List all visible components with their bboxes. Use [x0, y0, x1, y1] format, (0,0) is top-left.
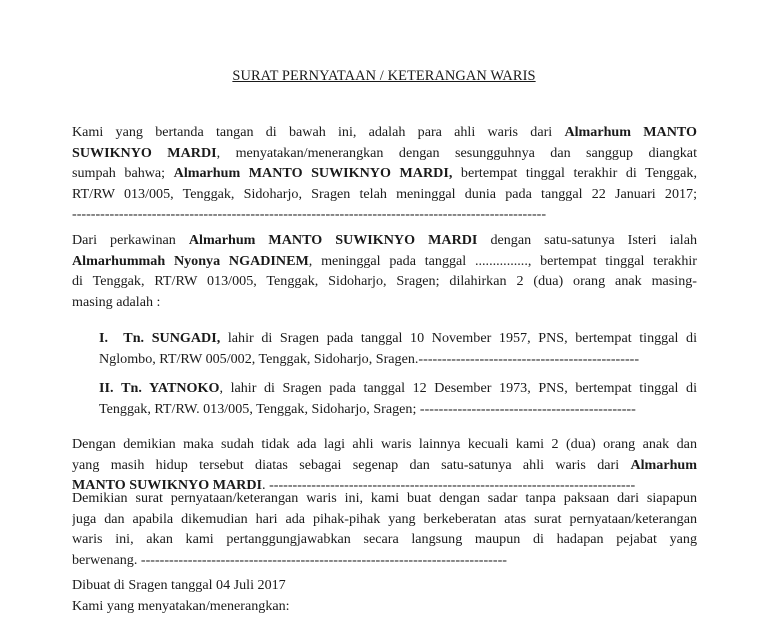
paragraph-line: Demikian surat pernyataan/keterangan waris ini, kami buat dengan sadar tanpa paksaan dari siapapun	[72, 490, 697, 506]
paragraph-line: masing adalah :	[72, 293, 161, 310]
paragraph-line: berwenang. ------------------------------------------------------------------------------	[72, 551, 507, 568]
text-span: , menyatakan/menerangkan dengan sesungguhnya dan sanggup diangkat	[216, 144, 697, 161]
paragraph-declaration	[72, 488, 697, 570]
heir-name: Tn. YATNOKO	[121, 380, 220, 396]
text-span: dengan satu-satunya Isteri ialah	[490, 232, 697, 248]
deceased-name: MANTO SUWIKNYO MARDI	[72, 477, 263, 493]
text-span: Dari perkawinan	[72, 232, 176, 248]
deceased-name: Almarhum MANTO SUWIKNYO MARDI,	[173, 165, 453, 181]
paragraph-statement	[72, 122, 697, 225]
text-span: , lahir di Sragen pada tanggal 12 Desember 1973, PNS, bertempat tinggal di	[219, 380, 697, 396]
paragraph-line: juga dan apabila dikemudian hari ada pihak-pihak yang berkeberatan atas surat pernyataan/keterangan	[72, 510, 697, 527]
heir-number: I.	[99, 330, 109, 346]
paragraph-line: Tenggak, RT/RW. 013/005, Tenggak, Sidoharjo, Sragen; ----------------------------------------------	[99, 400, 636, 417]
deceased-name: SUWIKNYO MARDI	[72, 144, 217, 161]
signers-line: Kami yang menyatakan/menerangkan:	[72, 597, 290, 614]
paragraph-line	[72, 455, 697, 476]
paragraph-line: RT/RW 013/005, Tenggak, Sidoharjo, Sragen telah meninggal dunia pada tanggal 22 Januari 2017;	[72, 185, 697, 202]
text-span: yang masih hidup tersebut diatas sebagai segenap dan satu-satunya ahli waris dari	[72, 456, 620, 473]
spouse-name: Almarhummah Nyonya NGADINEM	[72, 252, 309, 269]
text-span: Kami yang bertanda tangan di bawah ini, adalah para ahli waris dari	[72, 124, 553, 140]
deceased-name: Almarhum MANTO	[564, 124, 697, 140]
paragraph-line: Dengan demikian maka sudah tidak ada lagi ahli waris lainnya kecuali kami 2 (dua) orang anak dan	[72, 436, 697, 452]
heir-name: Tn. SUNGADI,	[123, 330, 221, 346]
paragraph-line: di Tenggak, RT/RW 013/005, Tenggak, Sidoharjo, Sragen; dilahirkan 2 (dua) orang anak masing-	[72, 273, 697, 289]
heir-item	[99, 378, 697, 419]
deceased-name: Almarhum	[630, 456, 697, 473]
paragraph-line	[99, 378, 697, 399]
heir-number: II.	[99, 380, 114, 396]
paragraph-line	[72, 163, 697, 184]
deceased-name: Almarhum MANTO SUWIKNYO MARDI	[188, 232, 478, 248]
text-span: lahir di Sragen pada tanggal 10 November 1957, PNS, bertempat tinggal di	[227, 330, 697, 346]
heir-item	[99, 328, 697, 369]
text-span: sumpah bahwa;	[72, 165, 166, 181]
paragraph-line: waris ini, akan kami pertanggungjawabkan secara langsung maupun di hadapan pejabat yang	[72, 531, 697, 547]
paragraph-line	[72, 122, 697, 143]
paragraph-line	[99, 328, 697, 349]
paragraph-conclusion	[72, 434, 697, 496]
place-date-line: Dibuat di Sragen tanggal 04 Juli 2017	[72, 577, 286, 593]
paragraph-line	[72, 251, 697, 272]
text-span: , meninggal pada tanggal ..............., bertempat tinggal terakhir	[308, 252, 697, 269]
dash-filler-line: -----------------------------------------------------------------------------------------------------	[72, 206, 547, 222]
paragraph-line: Nglombo, RT/RW 005/002, Tenggak, Sidoharjo, Sragen.-----------------------------------------------	[99, 350, 640, 367]
document-title: SURAT PERNYATAAN / KETERANGAN WARIS	[232, 68, 536, 84]
text-span: bertempat tinggal terakhir di Tenggak,	[460, 165, 697, 181]
text-span: . ------------------------------------------------------------------------------	[262, 477, 636, 493]
paragraph-line	[72, 230, 697, 251]
closing-block	[72, 575, 697, 616]
paragraph-marriage	[72, 230, 697, 312]
paragraph-line	[72, 143, 697, 164]
